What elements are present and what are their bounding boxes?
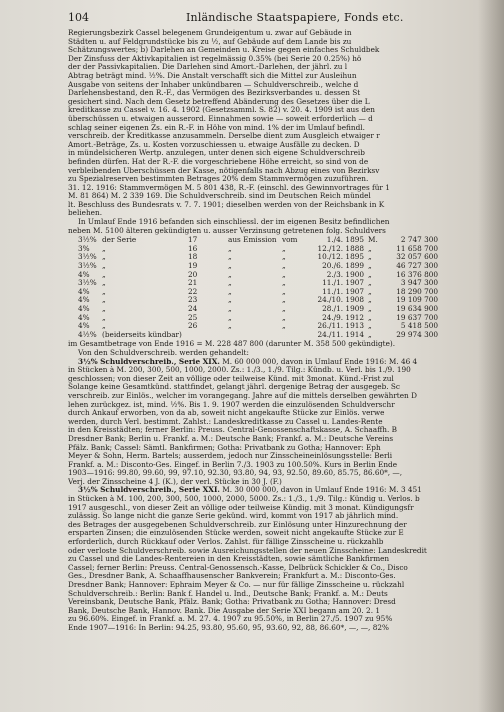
text-line: werden, durch Verl. bestimmt. Zahlst.: Landeskreditkasse zu Cassel u. Landes-Rente [68, 417, 383, 426]
series-serie-cell: 23 [188, 295, 198, 305]
series-date-cell: 11./1. 1907 [322, 278, 364, 288]
series-amount-cell: 5 418 500 [400, 321, 438, 331]
text-line: Ausgabe von seitens der Inhaber unkündbaren — Schuldverschreib., welche d [68, 80, 359, 89]
text-line: neben M. 5100 älteren gekündigten u. ausser Verzinsung getretenen folg. Schuldvers [68, 226, 386, 235]
series-label-cell: „ [102, 312, 106, 322]
text-line: zu Spezialreserven bestimmten Betrages 20% dem Stammvermögen zuzuführen. [68, 175, 369, 184]
text-line: Cassel; ferner Berlin: Preuss. Central-Genossensch.-Kasse, Delbrück Schickler & Co., Disco [68, 563, 408, 572]
series-from-cell: „ [228, 269, 232, 279]
series-m-cell: „ [368, 329, 372, 339]
series-from-cell: „ [228, 304, 232, 313]
series-vom-cell: „ [282, 286, 286, 296]
section-xix-first-line-text: M. 60 000 000, davon in Umlauf Ende 1916: M. 46 4 [219, 357, 418, 366]
text-line: befinden dürfen. Hat der R.-F. die vorgeschriebene Höhe erreicht, so sind von de [68, 157, 369, 166]
series-m-cell: „ [368, 278, 372, 288]
series-label-cell: (beiderseits kündbar) [102, 329, 182, 339]
series-vom-cell: „ [282, 269, 286, 279]
text-line: lt. Beschluss des Bundesrats v. 7. 7. 1901; dieselben werden von der Reichsbank in K [68, 200, 385, 209]
series-amount-cell: 19 109 700 [396, 295, 438, 305]
text-line: lehen zurückgez. ist, mind. ½%. Bis 1. 9. 1907 werden die einzulösenden Schuldverschr [68, 400, 395, 409]
text-line: Verj. der Zinsscheine 4 J. (K.), der verl. Stücke in 30 J. (F.) [68, 477, 282, 486]
text-line: durch Ankauf erworben, von da ab, soweit nicht angekaufte Stücke zur Einlös. verwe [68, 409, 385, 418]
text-line: schlag seiner eigenen Zs. ein R.-F. in Höhe von mind. 1% der im Umlauf befindl. [68, 123, 365, 132]
series-rate-cell: 3½% [78, 235, 97, 245]
series-m-cell: „ [368, 269, 372, 279]
series-from-cell: „ [228, 286, 232, 296]
series-label-cell: „ [102, 304, 106, 313]
text-line: Dresdner Bank; Hannover: Ephraim Meyer & Co. — nur für fällige Zinsscheine u. rückzahl [68, 581, 405, 589]
section-xxi-body [68, 495, 488, 633]
series-m-cell: „ [368, 312, 372, 322]
series-label-cell: „ [102, 286, 106, 296]
series-amount-cell: 2 747 300 [400, 235, 438, 245]
series-rate-cell: 3½% [78, 278, 97, 288]
section-xix-heading: 3½% Schuldverschreib., Serie XIX. [78, 357, 220, 366]
series-amount-cell: 29 974 300 [396, 329, 438, 339]
series-date-cell: 1./4. 1895 [326, 235, 364, 245]
series-label-cell: der Serie [102, 235, 137, 245]
series-serie-cell: 17 [188, 235, 198, 245]
series-amount-cell: 32 057 600 [396, 252, 438, 262]
series-vom-cell: „ [282, 304, 286, 313]
text-line: Schätzungswertes; b) Darlehen an Gemeinden u. Kreise gegen einfaches Schuldbek [68, 46, 380, 55]
text-line: verschreib. zur Einlös., welcher im vorangegang. Jahre auf die mittels derselben gewährten D [68, 391, 417, 400]
series-rate-cell: 4% [78, 304, 90, 313]
series-m-cell: „ [368, 252, 372, 262]
page-header [68, 11, 488, 25]
total-line: im Gesamtbetrage von Ende 1916 = M. 228 487 800 (darunter M. 358 500 gekündigte). [68, 340, 396, 349]
section-xix-body [68, 366, 488, 486]
series-from-cell: „ [228, 321, 232, 331]
series-amount-cell: 16 376 800 [396, 269, 438, 279]
series-amount-cell: 46 727 300 [396, 261, 438, 271]
series-label-cell: „ [102, 243, 106, 253]
series-from-cell: aus Emission [228, 235, 277, 245]
text-line: M. 81 864) M. 2 339 169. Die Schuldverschreib. sind im Deutschen Reich mündel [68, 192, 371, 201]
series-rate-cell: 3½% [78, 252, 97, 262]
series-m-cell: „ [368, 261, 372, 271]
series-date-cell: 24./9. 1912 [322, 312, 364, 322]
series-serie-cell: 24 [188, 304, 198, 313]
series-rate-cell: 3% [78, 243, 90, 253]
series-date-cell: 20./6. 1899 [322, 261, 364, 271]
text-line: Meyer & Sohn, Herm. Bartels; ausserdem, jedoch nur Zinsscheineinlösungsstelle: Berli [68, 452, 393, 461]
series-m-cell: „ [368, 243, 372, 253]
text-line: Pfälz. Bank; Cassel: Sämtl. Bankfirmen; Gotha: Privatbank zu Gotha; Hannover: Eph [68, 443, 381, 452]
text-line: Städten u. auf Feldgrundstücke bis zu ½, auf Gebäude auf dem Lande bis zu [68, 37, 352, 46]
series-label-cell: „ [102, 261, 106, 271]
text-line: Frankf. a. M.: Disconto-Ges. Eingef. in Berlin 7./3. 1903 zu 100.50%. Kurs in Berlin Ende [68, 460, 398, 469]
series-label-cell: „ [102, 269, 106, 279]
section-xxi-first-line [68, 486, 488, 495]
table-row [68, 331, 488, 340]
text-line: erforderlich, durch Rückkauf oder Verlos. Zahlst. für fällige Zinsscheine u. rückzahlb [68, 538, 384, 547]
series-serie-cell: 25 [188, 312, 198, 322]
text-line: ersparten Zinsen; die einzulösenden Stücke werden, soweit nicht angekaufte Stücke zur E [68, 529, 404, 538]
series-rate-cell: 3½% [78, 261, 97, 271]
series-label-cell: „ [102, 252, 106, 262]
series-rate-cell: 4% [78, 286, 90, 296]
text-line: Solange keine Gesamtkünd. stattfindet, gelangt jährl. dergenige Betrag der ausgegeb. Sc [68, 383, 401, 392]
text-line: zulässig. So lange nicht die ganze Serie gekünd. wird, kommt von 1917 ab jährlich mind. [68, 512, 399, 521]
series-amount-cell: 3 947 300 [400, 278, 438, 288]
text-line: Der Zinsfuss der Aktivkapitalien ist regelmässig 0.35% (bei Serie 20 0.25%) hö [68, 54, 362, 63]
text-line: Ende 1907—1916: In Berlin: 94.25, 93.80, 95.60, 95, 93.60, 92, 88, 86.60*, —, —, 82% [68, 623, 389, 632]
series-date-cell: 24./11. 1914 [317, 329, 364, 339]
series-date-cell: 12./12. 1888 [317, 243, 364, 253]
series-from-cell: „ [228, 243, 232, 253]
circulation-paragraph [68, 218, 488, 235]
text-line: Dresdner Bank; Berlin u. Frankf. a. M.: Deutsche Bank; Frankf. a. M.: Deutsche Vereins [68, 434, 394, 443]
series-m-cell: M. [368, 235, 378, 245]
section-serie-xxi [68, 486, 488, 632]
text-line: Bank, Deutsche Bank, Hannov. Bank. Die Ausgabe der Serie XXI begann am 20. 2. 1 [68, 606, 380, 615]
text-line: zu Cassel und die Landes-Rentereien in den Kreisstädten, sowie sämtliche Bankfirmen [68, 555, 390, 564]
text-line: Ges., Dresdner Bank, A. Schaaffhausenscher Bankverein; Frankfurt a. M.: Disconto-Ges. [68, 572, 396, 581]
text-line: gesichert sind. Nach dem Gesetz betreffend Abänderung des Gesetzes über die L [68, 97, 370, 106]
series-date-cell: 10./12. 1895 [317, 252, 364, 262]
text-line: verschreib. der Kreditkasse anzusammeln. Derselbe dient zum Ausgleich etwaiger r [68, 132, 380, 141]
text-line: in den Kreisstädten; ferner Berlin: Preuss. Central-Genossenschaftskasse, A. Schaaffh. B [68, 426, 397, 435]
series-date-cell: 2./3. 1900 [326, 269, 364, 279]
series-date-cell: 26./11. 1913 [317, 321, 364, 331]
series-serie-cell: 19 [188, 261, 198, 271]
section-serie-xix [68, 358, 488, 487]
series-amount-cell: 19 634 900 [396, 304, 438, 313]
series-date-cell: 24./10. 1908 [317, 295, 364, 305]
page-body [68, 29, 488, 633]
section-intro: Von den Schuldverschreib. werden gehandelt: [78, 348, 249, 357]
series-vom-cell: vom [282, 235, 298, 245]
text-line: der der Passivkapitalien. Die Darlehen sind Amort.-Darlehen, der jährl. zu l [68, 63, 348, 72]
text-line: überschüssen u. etwaigen ausserord. Einnahmen sowie — soweit erforderlich — d [68, 114, 373, 123]
series-vom-cell: „ [282, 321, 286, 331]
series-label-cell: „ [102, 278, 106, 288]
series-date-cell: 28./1. 1909 [322, 304, 364, 313]
series-serie-cell: 21 [188, 278, 198, 288]
series-amount-cell: 19 637 700 [396, 312, 438, 322]
series-rate-cell: 4% [78, 312, 90, 322]
series-rate-cell: 4% [78, 269, 90, 279]
text-line: 31. 12. 1916: Stammvermögen M. 5 801 438, R.-F. (einschl. des Gewinnvortrages für 1 [68, 183, 390, 192]
series-label-cell: „ [102, 295, 106, 305]
series-serie-cell: 16 [188, 243, 198, 253]
series-serie-cell: 22 [188, 286, 198, 296]
series-vom-cell: „ [282, 312, 286, 322]
series-vom-cell: „ [282, 295, 286, 305]
text-line: zu 96.60%. Eingef. in Frankf. a. M. 27. 4. 1907 zu 95.50%, in Berlin 27./5. 1907 zu 95% [68, 615, 393, 624]
series-from-cell: „ [228, 252, 232, 262]
series-from-cell: „ [228, 278, 232, 288]
series-m-cell: „ [368, 321, 372, 331]
series-label-cell: „ [102, 321, 106, 331]
series-vom-cell: „ [282, 243, 286, 253]
text-line: Abtrag beträgt mind. ½%. Die Anstalt verschafft sich die Mittel zur Ausleihun [68, 71, 357, 80]
text-line: in Stücken à M. 200, 300, 500, 1000, 2000. Zs.: 1./3., 1./9. Tilg.: Kündb. u. Verl. bis 1./9. 190 [68, 366, 411, 375]
text-line: Darlehensbestand, den R.-F., das Vermögen des Bezirksverbandes u. dessen St [68, 89, 361, 98]
text-line: in Stücken à M. 100, 200, 300, 500, 1000, 2000, 5000. Zs.: 1./3., 1./9. Tilg.: Kündig u. Verlos. b [68, 495, 420, 504]
series-m-cell: „ [368, 304, 372, 313]
text-line: geschlossen; von dieser Zeit an völlige oder teilweise Künd. mit 3monat. Künd.-Frist zul [68, 374, 394, 383]
text-line: des Betrages der ausgegebenen Schuldverschreib. zur Einlösung unter Hinzurechnung der [68, 520, 407, 529]
series-rate-cell: 4% [78, 321, 90, 331]
page-number: 104 [68, 11, 89, 24]
text-line: 1917 ausgeschl., von dieser Zeit an völlige oder teilweise Kündig. mit 3 monat. Kündigungsfr [68, 503, 414, 512]
text-line: beliehen. [68, 209, 103, 218]
series-table [68, 236, 488, 339]
series-date-cell: 11./1. 1907 [322, 286, 364, 296]
text-line: Amort.-Beträge, Zs. u. Kosten vorzuschiessen u. etwaige Ausfälle zu decken. D [68, 140, 360, 149]
text-line: kreditkasse zu Cassel v. 16. 4. 1902 (Gesetzsamml. S. 82) v. 20. 4. 1909 ist aus den [68, 106, 376, 115]
text-line: verbleibenden Überschüssen der Kasse, nötigenfalls nach Abzug eines von Bezirksv [68, 166, 380, 175]
series-vom-cell: „ [282, 278, 286, 288]
series-serie-cell: 18 [188, 252, 198, 262]
series-vom-cell: „ [282, 261, 286, 271]
section-xxi-heading: 3½% Schuldverschreib., Serie XXI. [78, 486, 220, 495]
series-rate-cell: 4½% [78, 329, 97, 339]
text-line: oder verloste Schuldverschreib. sowie Ausreichungsstellen der neuen Zinsscheine: Landeskredit [68, 546, 427, 555]
series-serie-cell: 20 [188, 269, 198, 279]
section-xix-first-line [68, 358, 488, 367]
section-xxi-first-line-text: M. 30 000 000, davon in Umlauf Ende 1916: M. 3 451 [219, 486, 422, 495]
text-line: in mündelsicheren Wertp. anzulegen, unter denen sich eigene Schuldverschreib [68, 149, 365, 158]
series-serie-cell: 26 [188, 321, 198, 331]
series-m-cell: „ [368, 295, 372, 305]
text-line: Schuldverschreib.: Berlin: Bank f. Handel u. Ind., Deutsche Bank; Frankf. a. M.: Deuts [68, 589, 388, 598]
running-title: Inländische Staatspapiere, Fonds etc. [186, 11, 404, 24]
text-line: In Umlauf Ende 1916 befanden sich einschliessl. der im eigenen Besitz befindlichen [78, 218, 390, 227]
series-m-cell: „ [368, 286, 372, 296]
series-rate-cell: 4% [78, 295, 90, 305]
series-from-cell: „ [228, 312, 232, 322]
series-amount-cell: 11 658 700 [396, 243, 438, 253]
text-line: 1903—1916: 99.80, 99.60, 99, 97.10, 92.30, 93.80, 94, 93, 92.50, 89.60, 85.75, 86.60*, —, [68, 469, 403, 478]
intro-paragraph [68, 29, 488, 218]
text-line: Regierungsbezirk Cassel belegenem Grundeigentum u. zwar auf Gebäude in [68, 29, 352, 37]
series-amount-cell: 18 290 700 [396, 286, 438, 296]
text-line: Vereinsbank, Deutsche Bank, Pfälz. Bank; Gotha: Privatbank zu Gotha; Hannover: Dresd [68, 598, 396, 607]
series-from-cell: „ [228, 261, 232, 271]
series-from-cell: „ [228, 295, 232, 305]
series-vom-cell: „ [282, 252, 286, 262]
